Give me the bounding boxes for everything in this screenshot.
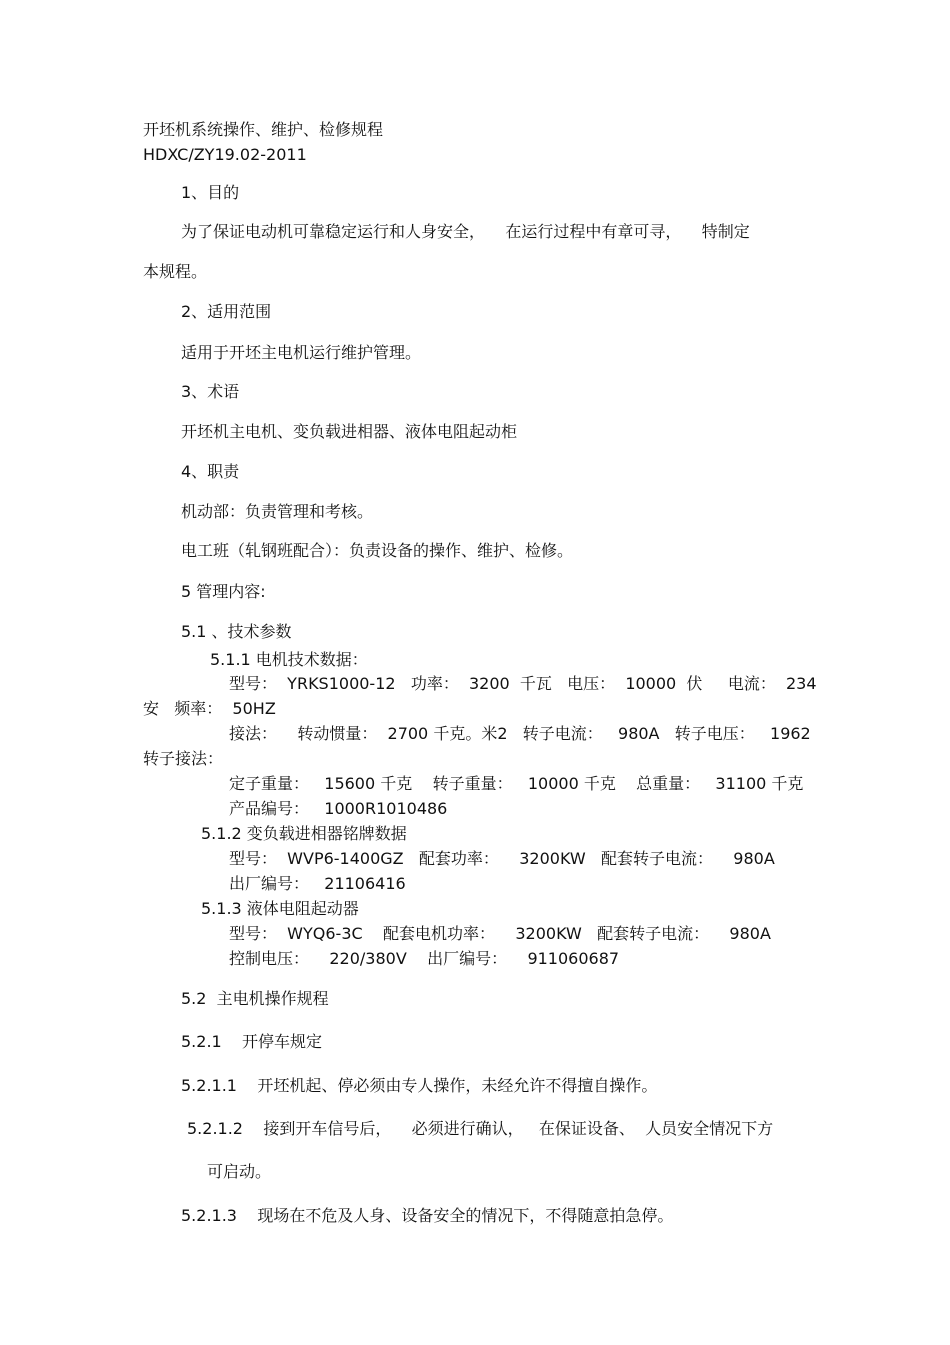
duty-line1: 机动部：负责管理和考核。 xyxy=(181,502,374,521)
purpose-heading: 1、目的 xyxy=(181,183,240,202)
phase-advancer-line1: 型号： WVP6-1400GZ 配套功率： 3200KW 配套转子电流： 980A xyxy=(229,849,775,868)
phase-advancer-line2: 出厂编号： 21106416 xyxy=(229,874,406,893)
motor-data-line2: 安 频率： 50HZ xyxy=(143,699,276,718)
rule-5-2-1-1: 5.2.1.1 开坯机起、停必须由专人操作，未经允许不得擅自操作。 xyxy=(181,1076,658,1095)
starter-line1: 型号： WYQ6-3C 配套电机功率： 3200KW 配套转子电流： 980A xyxy=(229,924,771,943)
phase-advancer-heading: 5.1.2 变负载进相器铭牌数据 xyxy=(201,824,407,843)
motor-data-line6: 产品编号： 1000R1010486 xyxy=(229,799,448,818)
rule-5-2-1-2-line1: 5.2.1.2 接到开车信号后， 必须进行确认， 在保证设备、 人员安全情况下方 xyxy=(187,1119,774,1138)
document-code: HDXC/ZY19.02-2011 xyxy=(143,145,307,164)
motor-data-heading: 5.1.1 电机技术数据： xyxy=(210,650,368,669)
motor-data-line5: 定子重量： 15600 千克 转子重量： 10000 千克 总重量： 31100 千克 xyxy=(229,774,804,793)
duty-line2: 电工班（轧钢班配合）：负责设备的操作、维护、检修。 xyxy=(181,541,574,560)
operation-heading: 5.2 主电机操作规程 xyxy=(181,989,329,1008)
rule-5-2-1-2-line2: 可启动。 xyxy=(207,1162,272,1181)
duty-heading: 4、职责 xyxy=(181,462,240,481)
scope-heading: 2、适用范围 xyxy=(181,302,272,321)
management-heading: 5 管理内容: xyxy=(181,582,266,601)
purpose-text-line1: 为了保证电动机可靠稳定运行和人身安全， 在运行过程中有章可寻， 特制定 xyxy=(181,222,750,241)
terms-text: 开坯机主电机、变负载进相器、液体电阻起动柜 xyxy=(181,422,518,441)
document-title: 开坯机系统操作、维护、检修规程 xyxy=(143,120,384,139)
terms-heading: 3、术语 xyxy=(181,382,240,401)
starter-line2: 控制电压： 220/380V 出厂编号： 911060687 xyxy=(229,949,620,968)
purpose-text-line2: 本规程。 xyxy=(143,262,208,281)
start-stop-heading: 5.2.1 开停车规定 xyxy=(181,1032,323,1051)
motor-data-line3: 接法： 转动惯量： 2700 千克。米2 转子电流： 980A 转子电压： 1962 xyxy=(229,724,811,743)
tech-params-heading: 5.1 、技术参数 xyxy=(181,622,292,641)
scope-text: 适用于开坯主电机运行维护管理。 xyxy=(181,343,422,362)
motor-data-line1: 型号： YRKS1000-12 功率： 3200 千瓦 电压： 10000 伏 电流： 234 xyxy=(229,674,817,693)
starter-heading: 5.1.3 液体电阻起动器 xyxy=(201,899,359,918)
motor-data-line4: 转子接法： xyxy=(143,749,224,768)
rule-5-2-1-3: 5.2.1.3 现场在不危及人身、设备安全的情况下，不得随意拍急停。 xyxy=(181,1206,674,1225)
